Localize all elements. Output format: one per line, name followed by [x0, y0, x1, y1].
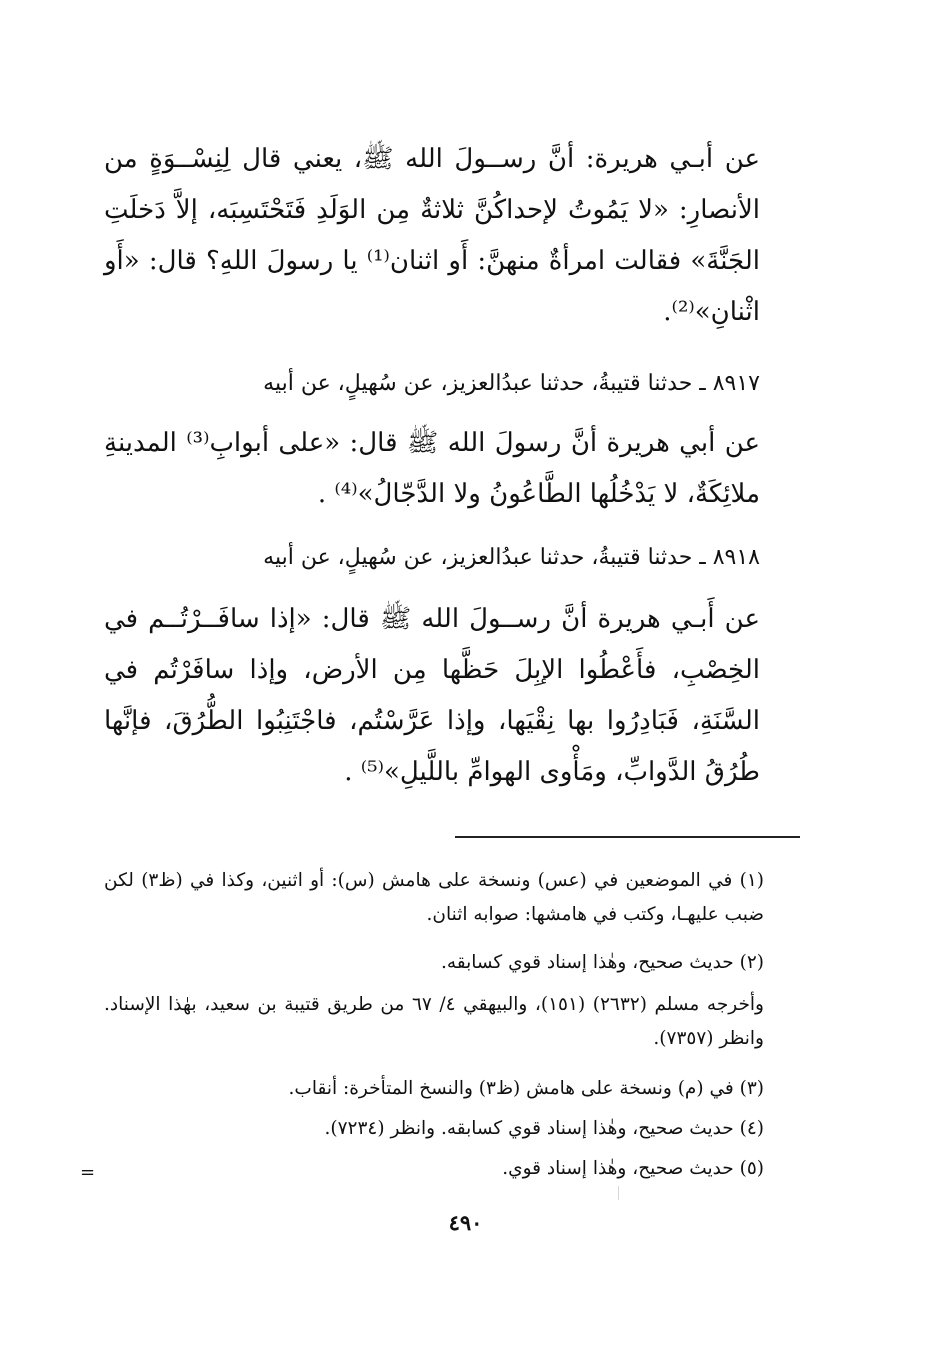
footnote-divider: [455, 836, 800, 838]
page-number: ٤٩٠: [448, 1210, 483, 1235]
continuation-mark: =: [80, 1162, 96, 1183]
footnote-2: (٢) حديث صحيح، وهٰذا إسناد قوي كسابقه.: [440, 952, 764, 973]
hadith-8917-text: عن أبي هريرة أنَّ رسولَ الله ﷺ قال: «على أبوابِ⁽³⁾ المدينةِ ملائِكَةٌ، لا يَدْخُلُها الطَّاعُونُ ولا الدَّجّالُ»⁽⁴⁾ .: [104, 428, 760, 509]
footnote-1: (١) في الموضعين في (عس) ونسخة على هامش (س): أو اثنين، وكذا في (ظ٣) لكن ضبب عليهـا، وكتب في هامشها: صوابه اثنان.: [104, 870, 764, 925]
hadith-8918-text: عن أَبـي هريرة أنَّ رســولَ الله ﷺ قال: «إذا سافَــرْتُــم في الخِصْبِ، فأَعْطُوا الإبِلَ حَظَّها مِن الأرض، وإذا سافَرْتُم في السَّنَةِ، فَبَادِرُوا بها نِقْيَها، وإذا عَرَّسْتُم، فاجْتَنِبُوا الطُّرُقَ، فإنَّها طُرُقُ الدَّوابِّ، ومَأْوى الهوامِّ باللَّيلِ»⁽⁵⁾ .: [104, 604, 760, 787]
hadith-8917-isnad: ٨٩١٧ ـ حدثنا قتيبةُ، حدثنا عبدُالعزيز، عن سُهيلٍ، عن أبيه: [263, 371, 760, 396]
hadith-8918-isnad: ٨٩١٨ ـ حدثنا قتيبةُ، حدثنا عبدُالعزيز، عن سُهيلٍ، عن أبيه: [263, 545, 760, 570]
footnote-2-continuation: وأخرجه مسلم (٢٦٣٢) (١٥١)، والبيهقي ٤/ ٦٧ من طريق قتيبة بن سعيد، بهٰذا الإسناد. وانظر (٧٣٥٧).: [104, 994, 764, 1049]
footnote-5: (٥) حديث صحيح، وهٰذا إسناد قوي.: [502, 1158, 764, 1179]
footnote-3: (٣) في (م) ونسخة على هامش (ظ٣) والنسخ المتأخرة: أنقاب.: [288, 1078, 764, 1099]
scan-artifact: [618, 1186, 619, 1200]
hadith-text-paragraph: عن أبـي هريرة: أنَّ رســولَ الله ﷺ، يعني قال لِنِسْــوَةٍ من الأنصارِ: «لا يَمُوتُ لإحداكُنَّ ثلاثةٌ مِن الوَلَدِ فَتَحْتَسِبَه، إلاَّ دَخلَتِ الجَنَّةَ» فقالت امرأةٌ منهنَّ: أَو اثنان⁽¹⁾ يا رسولَ اللهِ؟ قال: «أَو اثْنانِ»⁽²⁾.: [104, 144, 760, 327]
footnote-4: (٤) حديث صحيح، وهٰذا إسناد قوي كسابقه. وانظر (٧٢٣٤).: [324, 1118, 764, 1139]
